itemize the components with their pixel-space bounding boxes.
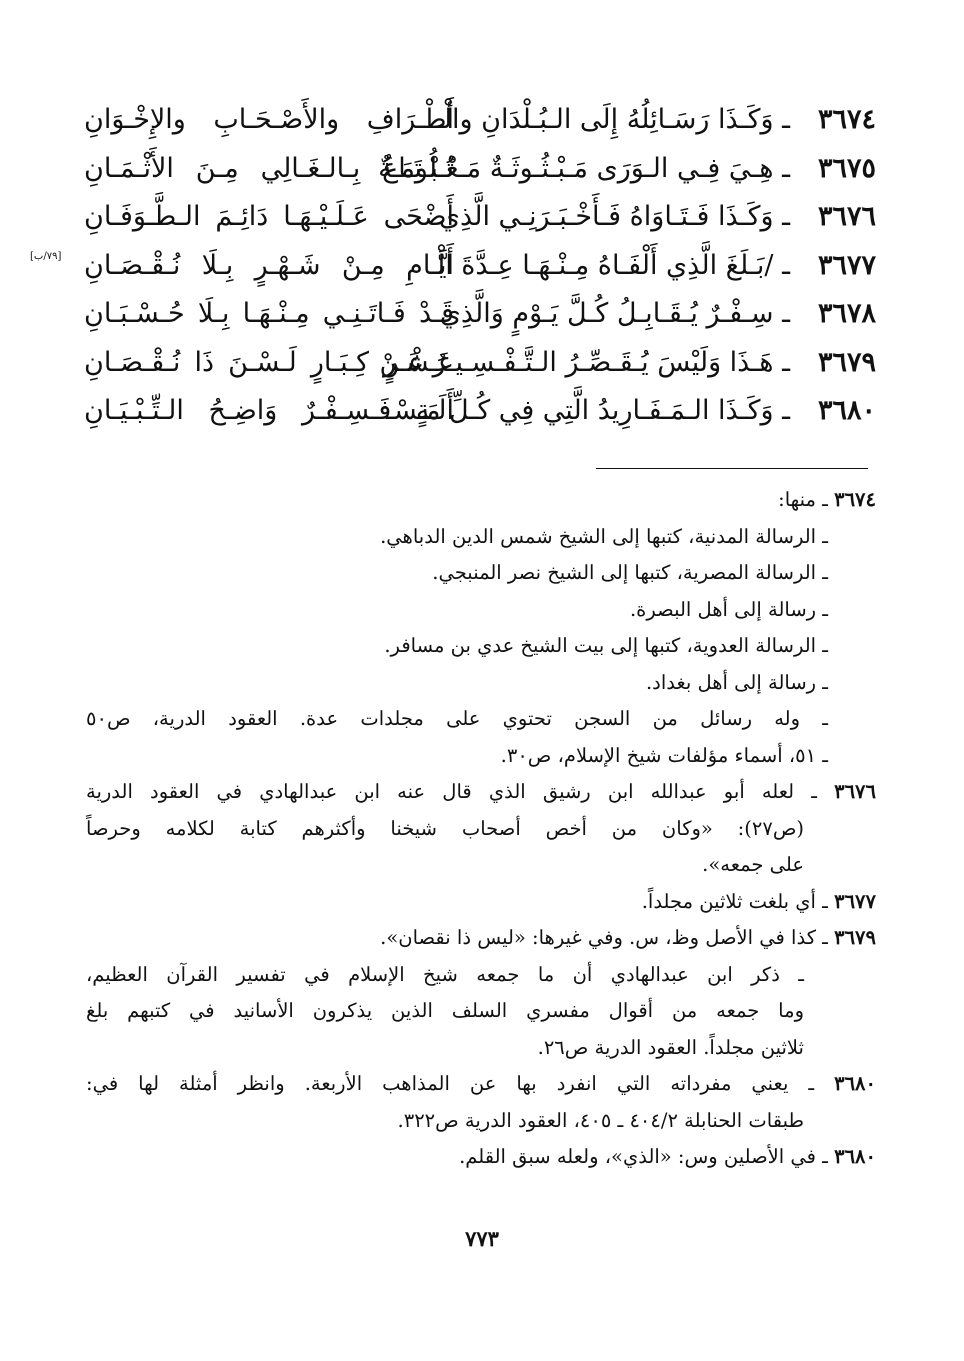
footnote-text: ـ الرسالة العدوية، كتبها إلى بيت الشيخ عدي بن مسافر. (384, 634, 828, 657)
footnote-line (86, 884, 876, 921)
footnote-line (86, 1103, 876, 1140)
footnote-text: ـ الرسالة المدنية، كتبها إلى الشيخ شمس الدين الدباهي. (380, 524, 828, 548)
footnote-line (86, 738, 876, 775)
footnote-number: ٣٦٧٧ (834, 889, 876, 913)
verse-line (70, 391, 876, 440)
footnote-line (86, 1066, 876, 1103)
footnote-text: ـ ذكر ابن عبدالهادي أن ما جمعه شيخ الإسلام في تفسير القرآن العظيم، (86, 962, 804, 986)
footnote-number: ٣٦٨٠ (834, 1072, 876, 1095)
verse-second-hemistich: أَطْـرَافِ والأَصْـحَـابِ والإِخْـوَانِ (84, 104, 454, 135)
verse-number: ٣٦٧٩ (817, 346, 876, 378)
verse-number: ٣٦٧٧ (817, 249, 876, 281)
verse-line (70, 343, 876, 392)
footnote-number: ٣٦٧٤ (834, 488, 876, 511)
verse-first-hemistich: ـ سِـفْـرٌ يُـقَـابِـلُ كُـلَّ يَـوْمٍ وَالَّذِي (439, 298, 790, 329)
verse-first-hemistich: ـ /بَـلَغَ الَّذِي أَلْفَـاهُ مِـنْـهَـا عِـدَّةَ الْـ (429, 249, 790, 281)
footnote-text: ـ لعله أبو عبدالله ابن رشيق الذي قال عنه ابن عبدالهادي في العقود الدرية (86, 780, 835, 803)
footnote-number: ٣٦٧٩ (834, 926, 876, 949)
folio-marker: [٧٩/ب] (30, 250, 62, 262)
footnote-line (86, 811, 876, 848)
page-number: ٧٧٣ (465, 1226, 499, 1251)
verse-first-hemistich: ـ هَـذَا وَلَيْسَ يُـقَـصِّـرُ الـتَّـفْـسِـيـرُ عَـنْ (379, 346, 790, 378)
footnote-text: ـ الرسالة المصرية، كتبها إلى الشيخ نصر المنبجي. (432, 561, 828, 584)
verse-second-hemistich: أَلَـةٍ فَـسِـفْـرٌ وَاضِـحُ الـتِّـبْـيَـانِ (84, 395, 454, 426)
footnote-line (86, 847, 876, 884)
footnote-text: ـ منها: (778, 488, 835, 511)
footnote-text: ـ رسالة إلى أهل بغداد. (645, 670, 828, 694)
verse-first-hemistich: ـ وَكَـذَا الـمَـفَـارِيدُ الَّتِي فِي كُـلِّ مَـسْـ (386, 395, 790, 426)
verse-second-hemistich: أَيَّـامِ مِـنْ شَـهْـرٍ بِـلَا نُـقْـصَـانِ (84, 249, 454, 281)
poem-verses (30, 100, 876, 440)
verse-line (70, 149, 876, 198)
footnote-text: ـ يعني مفرداته التي انفرد بها عن المذاهب الأربعة. وانظر أمثلة لها في: (86, 1072, 835, 1095)
verse-first-hemistich: ـ وَكَـذَا فَـتَـاوَاهُ فَـأَخْـبَـرَنِـي الَّذِي (438, 201, 790, 232)
footnote-line (86, 957, 876, 994)
footnote-line (86, 701, 876, 738)
footnote-line (86, 519, 876, 556)
footnote-text: ـ وله رسائل من السجن تحتوي على مجلدات عدة. العقود الدرية، ص٥٠ (86, 707, 828, 730)
verse-line (70, 294, 876, 343)
footnote-line (86, 774, 876, 811)
footnote-text: (ص٢٧): «وكان من أخص أصحاب شيخنا وأكثرهم كتابة لكلامه وحرصاً (86, 816, 804, 840)
footnote-line (86, 592, 876, 629)
verse-number: ٣٦٧٦ (817, 201, 876, 232)
footnote-line (86, 628, 876, 665)
footnote-line (86, 1139, 876, 1176)
footnote-line (86, 920, 876, 957)
footnote-text: ـ أي بلغت ثلاثين مجلداً. (641, 889, 835, 913)
verse-line (30, 246, 876, 295)
verse-number: ٣٦٨٠ (817, 395, 876, 426)
verse-second-hemistich: قَـدْ فَـاتَـنِـي مِـنْـهَـا بِـلَا حُـسْـبَـانِ (84, 298, 454, 329)
footnote-number: ٣٦٧٦ (834, 780, 876, 803)
footnote-line (86, 482, 876, 519)
verse-second-hemistich: عَـشْـرٍ كِـبَـارٍ لَـسْـنَ ذَا نُـقْـصَـانِ (84, 346, 454, 378)
verse-number: ٣٦٧٥ (817, 152, 876, 184)
footnote-line (86, 665, 876, 702)
verse-second-hemistich: أَضْحَى عَـلَـيْـهَـا دَائِـمَ الـطَّـوَفَـانِ (84, 201, 454, 232)
verse-number: ٣٦٧٤ (817, 104, 876, 135)
verse-line (70, 197, 876, 246)
footnote-text: طبقات الحنابلة ٤٠٤/٢ ـ ٤٠٥، العقود الدرية ص٣٢٢. (397, 1108, 804, 1132)
footnote-text: وما جمعه من أقوال مفسري السلف الذين يذكرون الأسانيد في كتبهم بلغ (86, 999, 804, 1022)
verse-second-hemistich: تُـبْـتَـاعُ بِـالـغَـالِي مِـنَ الأَثْـمَـانِ (84, 152, 454, 184)
footnote-line (86, 993, 876, 1030)
verse-first-hemistich: ـ هِـيَ فِـي الـوَرَى مَـبْـثُـوثَـةٌ مَـعْـلُومَـةٌ (378, 152, 790, 184)
verse-number: ٣٦٧٨ (817, 298, 876, 329)
footnote-text: ـ ٥١، أسماء مؤلفات شيخ الإسلام، ص٣٠. (500, 743, 828, 767)
footnote-text: ـ رسالة إلى أهل البصرة. (629, 597, 828, 621)
footnote-number: ٣٦٨٠ (834, 1145, 876, 1168)
footnote-line (86, 555, 876, 592)
verse-first-hemistich: ـ وَكَـذَا رَسَـائِلُهُ إِلَى الـبُـلْدَانِ والْـ (435, 104, 790, 135)
verse-line (70, 100, 876, 149)
footnote-text: ـ كذا في الأصل وظ، س. وفي غيرها: «ليس ذا نقصان». (380, 926, 835, 949)
footnote-line (86, 1030, 876, 1067)
footnote-text: ثلاثين مجلداً. العقود الدرية ص٢٦. (537, 1035, 804, 1059)
footnote-text: ـ في الأصلين وس: «الذي»، ولعله سبق القلم. (459, 1145, 835, 1168)
footnote-text: على جمعه». (702, 853, 804, 876)
footnote-separator (596, 468, 868, 469)
footnotes (86, 482, 876, 1176)
